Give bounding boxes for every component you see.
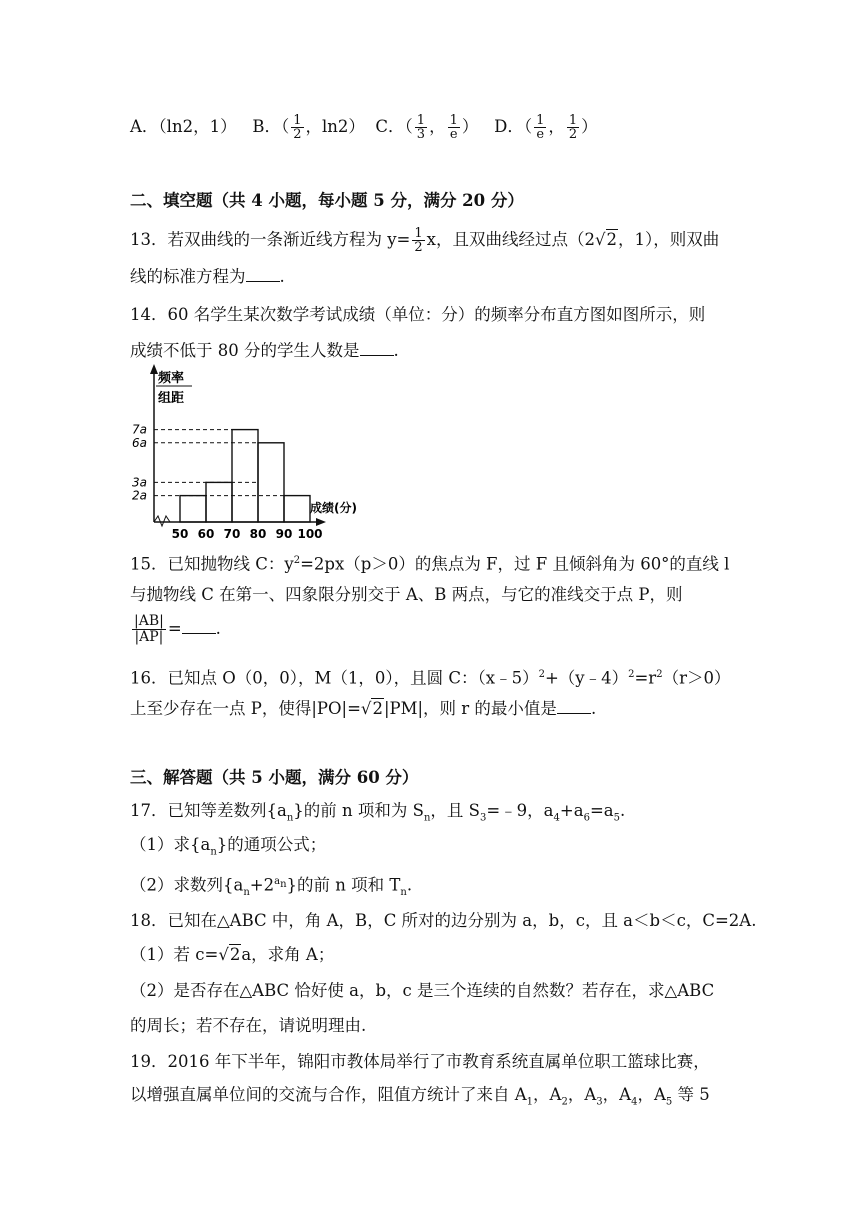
answer-blank: [182, 619, 216, 634]
q15-line3: $\frac{|AB|}{|AP|}$ = .: [134, 613, 221, 645]
answer-blank: [360, 341, 394, 356]
q13-line1: 13．若双曲线的一条渐近线方程为 y= $\frac{1}{2}$ x，且双曲线经过点（2√2，1），则双曲: [130, 226, 720, 255]
histogram-bar: [232, 430, 258, 522]
q14-line1: 14．60 名学生某次数学考试成绩（单位：分）的频率分布直方图如图所示，则: [130, 305, 706, 324]
answer-blank: [246, 267, 280, 282]
option-b: B．（ $\frac{1}{2}$ ，ln2）: [252, 113, 365, 142]
q13-line2: 线的标准方程为 .: [130, 267, 285, 286]
x-tick-label: 90: [275, 527, 293, 541]
q18-part2-line2: 的周长；若不存在，请说明理由.: [130, 1016, 367, 1035]
x-tick-label: 100: [297, 527, 323, 541]
section-2-heading: 二、填空题（共 4 小题，每小题 5 分，满分 20 分）: [130, 191, 524, 210]
x-axis-label: 成绩(分): [310, 501, 357, 515]
q17-part2: （2）求数列$\{a_n+2^{a_n}\}$的前 n 项和 $T_n$.: [130, 875, 413, 898]
histogram-bar: [180, 496, 206, 522]
option-a: A．（ln2，1）: [130, 117, 237, 136]
x-tick-label: 70: [223, 527, 241, 541]
q17-part1: （1）求$\{a_n\}$的通项公式；: [130, 835, 327, 858]
x-tick-label: 60: [197, 527, 215, 541]
q12-options: [130, 114, 598, 141]
y-tick-label: 7a: [132, 422, 147, 437]
answer-blank: [557, 699, 591, 714]
x-tick-label: 50: [171, 527, 189, 541]
option-c: C．（ $\frac{1}{3}$ ， $\frac{1}{e}$ ）: [375, 113, 479, 142]
q15-line1: 15．已知抛物线 C：$y^2=2px(p>0)$的焦点为 F，过 F 且倾斜角为 60°的直线 l: [130, 554, 730, 574]
q16-line1: 16．已知点 O（0，0），M（1，0），且圆 C：$(x﹣5)^2+(y﹣4)^2=r^2(r>0)$: [130, 668, 731, 688]
frequency-histogram: [130, 362, 390, 542]
q19-line2: 以增强直属单位间的交流与合作，阻值方统计了来自 $A_1$，$A_2$，$A_3$，$A_4$，$A_5$ 等 5: [130, 1085, 710, 1108]
q18-part1: （1）若 c=√2a，求角 A；: [130, 945, 335, 964]
y-title-bottom: 组距: [158, 391, 185, 406]
q16-line2: 上至少存在一点 P，使得|PO|=√2|PM|，则 r 的最小值是 .: [130, 699, 597, 718]
q15-line2: 与抛物线 C 在第一、四象限分别交于 A、B 两点，与它的准线交于点 P，则: [130, 585, 683, 604]
y-tick-label: 2a: [132, 488, 147, 503]
histogram-bar: [284, 496, 310, 522]
y-tick-label: 3a: [132, 475, 147, 490]
histogram-bar: [258, 443, 284, 522]
section-3-heading: 三、解答题（共 5 小题，满分 60 分）: [130, 768, 419, 787]
q18-part2-line1: （2）是否存在△ABC 恰好使 a，b，c 是三个连续的自然数？若存在，求△ABC: [130, 981, 715, 1000]
option-d: D．（ $\frac{1}{e}$ ， $\frac{1}{2}$ ）: [494, 113, 598, 142]
y-title-top: 频率: [158, 371, 185, 386]
x-tick-label: 80: [249, 527, 267, 541]
q17-line1: 17．已知等差数列$\{a_n\}$的前 n 项和为 $S_n$，且 $S_3=﹣9$，$a_4+a_6=a_5$.: [130, 801, 626, 824]
histogram-bar: [206, 482, 232, 522]
q18-line1: 18．已知在△ABC 中，角 A，B，C 所对的边分别为 a，b，c，且 a＜b＜c，C=2A.: [130, 911, 757, 930]
q14-line2: 成绩不低于 80 分的学生人数是 .: [130, 341, 399, 360]
y-tick-label: 6a: [132, 435, 147, 450]
q19-line1: 19．2016 年下半年，锦阳市教体局举行了市教育系统直属单位职工篮球比赛，: [130, 1052, 710, 1071]
axis-break: [154, 516, 176, 526]
